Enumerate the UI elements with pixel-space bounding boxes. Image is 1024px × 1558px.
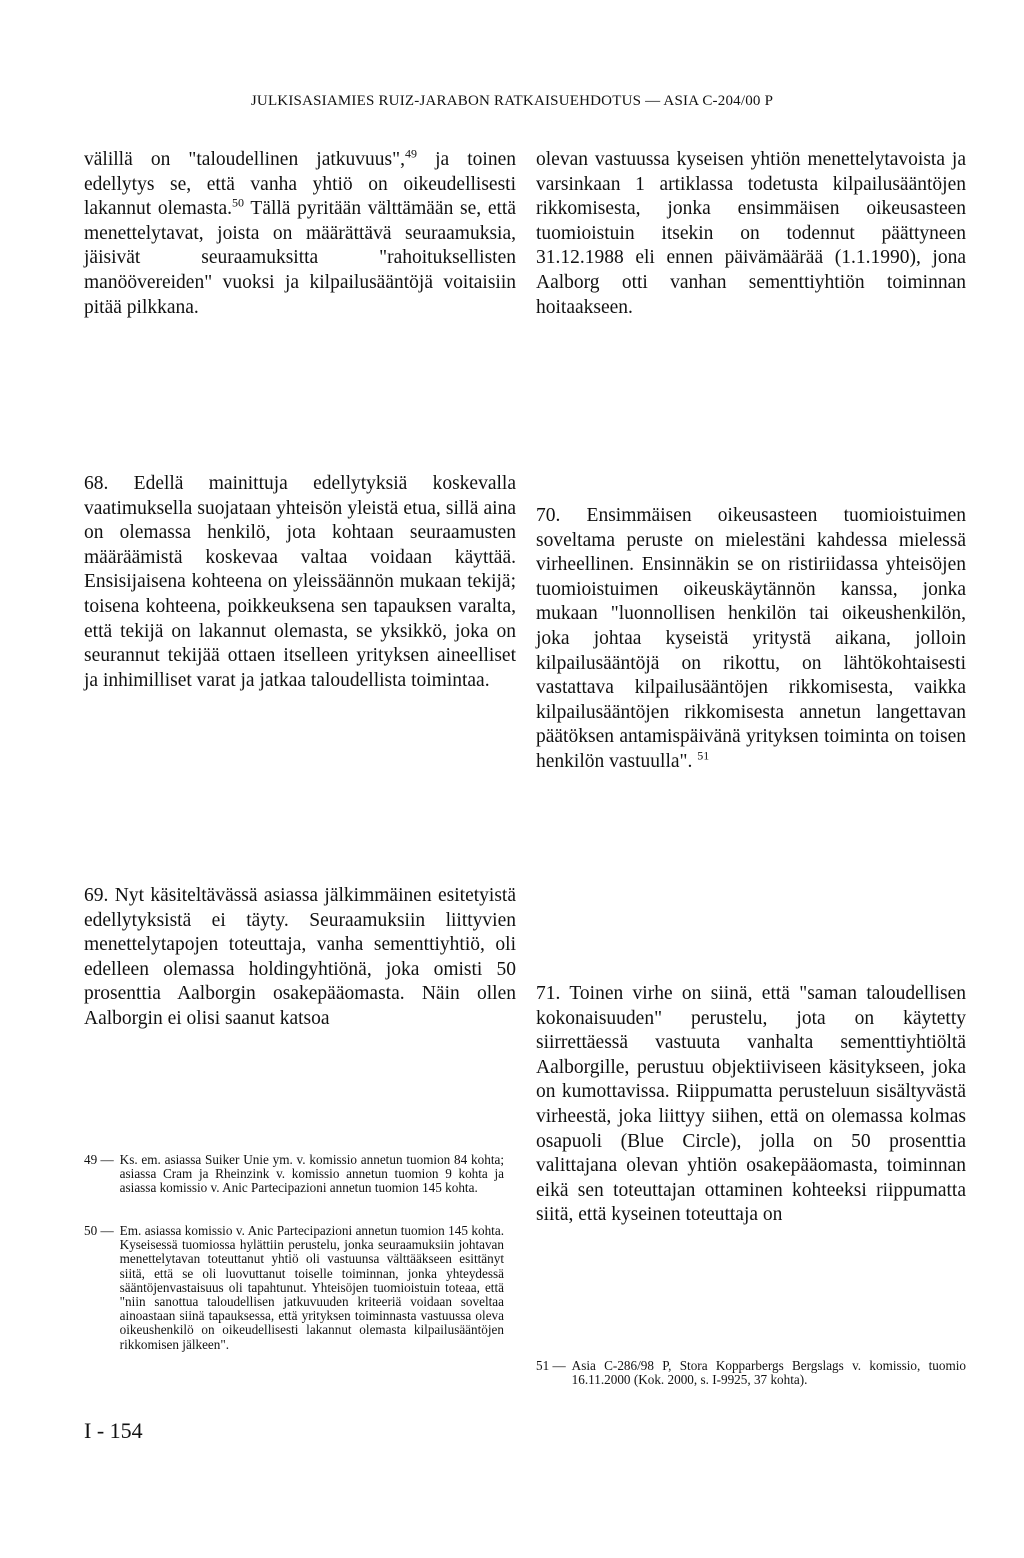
text-run: ja toinen edellytys se, että vanha yhtiö on oikeudellisesti lakannut olemasta. [84,149,516,220]
right-paragraph-continuation [536,148,966,320]
footnote-51 [536,1359,966,1387]
footnote-number: 50 — [84,1223,114,1238]
footnote-50 [84,1224,504,1352]
footnote-number: 49 — [84,1152,114,1167]
footnote-ref-49[interactable]: 49 [404,146,417,161]
left-paragraph-continuation [84,148,516,320]
text-run: välillä on "taloudellinen jatkuvuus", [84,149,405,170]
footnote-ref-51[interactable]: 51 [697,748,710,763]
text-run: Tällä pyritään välttämään se, että menettelytavat, joista on määrättävä seuraamuksia, jäisivät seuraamuksitta "rahoituksellisten manöövereiden" vuoksi ja kilpailusääntöjä voitaisiin pitää pilkkana. [84,198,517,318]
footnote-49 [84,1153,504,1196]
footnote-number: 51 — [536,1358,566,1373]
footnote-text: Asia C-286/98 P, Stora Kopparbergs Bergslags v. komissio, tuomio 16.11.2000 (Kok. 2000, s. I-9925, 37 kohta). [571,1358,966,1388]
footnote-text: Em. asiassa komissio v. Anic Partecipazioni annetun tuomion 145 kohta. Kyseisessä tuomiossa hylättiin perustelu, jonka seuraamuksiin johtavan menettelytavan toteuttanut yhtiö oli vastuunsa välttääkseen esittänyt siitä, että se oli luovuttanut toiselle toiminnan, jonka yhteydessä sääntöjenvastaisuus oli tapahtunut. Yhteisöjen tuomioistuin toteaa, että "niin sanottua taloudellisen jatkuvuuden kriteeriä voidaan soveltaa ainoastaan siinä tapauksessa, että yrityksen toiminnasta vastuussa oleva oikeushenkilö on oikeudellisesti lakannut olemasta kilpailusääntöjen rikkomisen jälkeen". [119,1223,504,1352]
paragraph-68 [84,472,516,693]
paragraph-71-text: 71. Toinen virhe on siinä, että "saman taloudellisen kokonaisuuden" perustelu, jota on käytetty siirrettäessä vastuuta vanhalta sementtiyhtiöltä Aalborgille, perustuu objektiiviseen käsitykseen, joka on kumottavissa. Riippumatta perusteluun sisältyvästä virheestä, joka liittyy siihen, että on olemassa kolmas osapuoli (Blue Circle), jolla on 50 prosenttia valittajana olevan yhtiön osakepääomasta, toiminnan eikä sen toteuttajan ottaminen kohteeksi riippumatta siitä, että kyseinen toteuttaja on [536,983,966,1226]
paragraph-70 [536,504,966,775]
right-paragraph-continuation-text: olevan vastuussa kyseisen yhtiön menettelytavoista ja varsinkaan 1 artiklassa todetusta kilpailusääntöjen rikkomisesta, jonka ensimmäisen oikeusasteen tuomioistuin itsekin on todennut päättyneen 31.12.1988 eli ennen päivämäärää (1.1.1990), jona Aalborg otti vanhan sementtiyhtiön toiminnan hoitaakseen. [536,149,966,318]
paragraph-70-text: 70. Ensimmäisen oikeusasteen tuomioistuimen soveltama peruste on mielestäni kahdessa mielessä virheellinen. Ensinnäkin se on ristiriidassa yhteisöjen tuomioistuimen oikeuskäytännön kanssa, jonka mukaan "luonnollisen henkilön tai oikeushenkilön, joka johtaa kyseistä yritystä aikana, jolloin kilpailusääntöjä on rikottu, on lähtökohtaisesti vastattava kilpailusääntöjen rikkomisesta, vaikka kilpailusääntöjen rikkomisesta annetun langettavan päätöksen antamispäivänä yrityksen toiminta on toisen henkilön vastuulla". [536,505,966,772]
paragraph-69-text: 69. Nyt käsiteltävässä asiassa jälkimmäinen esitetyistä edellytyksistä ei täyty. Seuraamuksiin liittyvien menettelytapojen toteuttaja, vanha sementtiyhtiö, oli edelleen olemassa holdingyhtiönä, joka omisti 50 prosenttia Aalborgin osakepääomasta. Näin ollen Aalborgin ei olisi saanut katsoa [84,885,516,1029]
footnote-ref-50[interactable]: 50 [232,195,245,210]
paragraph-68-text: 68. Edellä mainittuja edellytyksiä koskevalla vaatimuksella suojataan yhteisön yleistä etua, sillä aina on olemassa henkilö, jota kohtaan seuraamusten määräämistä koskevaa valtaa voidaan käyttää. Ensisijaisena kohteena on yleissäännön mukaan tekijä; toisena kohteena, poikkeuksena sen tapauksen varalta, että tekijä on lakannut olemasta, se yksikkö, joka on seurannut tekijää ottaen itselleen yrityksen aineelliset ja inhimilliset varat ja jatkaa taloudellista toimintaa. [84,473,516,691]
paragraph-71 [536,982,966,1228]
page-number: I - 154 [84,1418,143,1443]
footnote-text: Ks. em. asiassa Suiker Unie ym. v. komissio annetun tuomion 84 kohta; asiassa Cram ja Rheinzink v. komissio annetun tuomion 9 kohta ja asiassa komissio v. Anic Partecipazioni annetun tuomion 145 kohta. [119,1152,504,1196]
paragraph-69 [84,884,516,1032]
running-header: JULKISASIAMIES RUIZ-JARABON RATKAISUEHDOTUS — ASIA C-204/00 P [250,93,774,109]
